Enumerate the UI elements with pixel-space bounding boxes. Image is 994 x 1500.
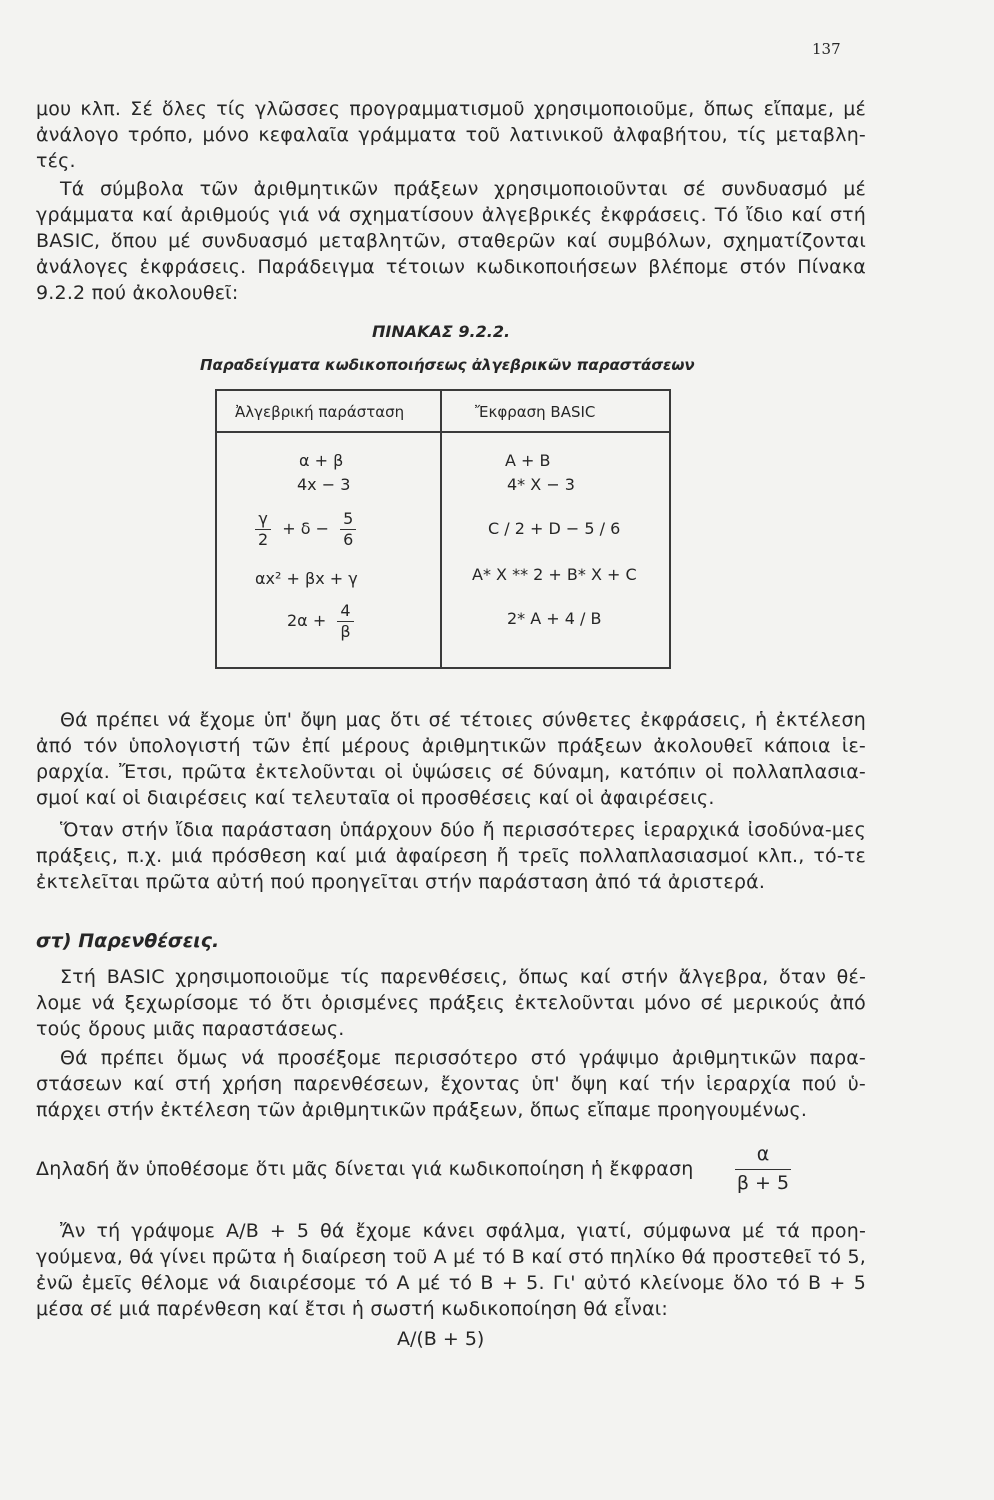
fraction-denominator: 6 <box>343 530 354 549</box>
section-heading: στ) Παρενθέσεις. <box>36 930 220 952</box>
expression-prefix: 2α + <box>287 611 327 630</box>
code-expression: A/(B + 5) <box>397 1328 485 1350</box>
page-number: 137 <box>812 40 841 58</box>
expression-operators: + δ − <box>282 519 330 538</box>
paragraph-7: Δηλαδή ἄν ὑποθέσομε ὅτι μᾶς δίνεται γιά κωδικοποίηση ἡ ἔκφραση <box>36 1158 694 1180</box>
fraction-denominator: 2 <box>258 530 269 549</box>
cell-algebra-4: αx² + βx + γ <box>255 569 358 588</box>
cell-basic-5: 2* A + 4 / B <box>507 609 602 628</box>
paragraph-6: Θά πρέπει ὅμως νά προσέξομε περισσότερο στό γράψιμο ἀριθμητικῶν παρα-στάσεων καί στή χρήση παρενθέσεων, ἔχοντας ὑπ' ὄψη καί τήν ἱεραρχία πού ὑ-πάρχει στήν ἐκτέλεση τῶν ἀριθμητικῶν πράξεων, ὅπως εἴπαμε προηγουμένως. <box>36 1047 866 1121</box>
display-fraction <box>735 1141 791 1196</box>
fraction-denominator: β + 5 <box>736 1172 790 1194</box>
table-header-algebra: Ἀλγεβρική παράσταση <box>235 403 405 421</box>
fraction-numerator: α <box>756 1143 770 1165</box>
fraction-numerator: 4 <box>337 601 353 622</box>
fraction <box>255 509 271 550</box>
fraction-numerator: 5 <box>340 509 356 530</box>
table-header-divider <box>217 431 669 433</box>
cell-basic-1: A + B <box>505 451 551 470</box>
fraction <box>337 601 353 642</box>
cell-algebra-3 <box>255 509 356 550</box>
paragraph-1: μου κλπ. Σέ ὅλες τίς γλῶσσες προγραμματισμοῦ χρησιμοποιοῦμε, ὅπως εἴπαμε, μέ ἀνάλογο τρόπο, μόνο κεφαλαῖα γράμματα τοῦ λατινικοῦ ἀλφαβήτου, τίς μεταβλη-τές. <box>36 98 866 172</box>
cell-basic-4: A* X ** 2 + B* X + C <box>472 565 637 584</box>
cell-basic-2: 4* X − 3 <box>507 475 575 494</box>
paragraph-5: Στή BASIC χρησιμοποιοῦμε τίς παρενθέσεις, ὅπως καί στήν ἄλγεβρα, ὅταν θέ-λομε νά ξεχωρίσομε τό ὅτι ὁρισμένες πράξεις ἐκτελοῦνται μόνο σέ μερικούς ἀπό τούς ὅρους μιᾶς παραστάσεως. <box>36 966 866 1040</box>
fraction-denominator: β <box>340 622 351 641</box>
algebra-basic-table <box>215 389 671 669</box>
table-header-basic: Ἔκφραση BASIC <box>475 403 596 421</box>
paragraph-4: Ὅταν στήν ἴδια παράσταση ὑπάρχουν δύο ἤ περισσότερες ἱεραρχικά ἰσοδύνα-μες πράξεις, π.χ. μιά πρόσθεση καί μιά ἀφαίρεση ἤ τρεῖς πολλαπλασιασμοί κλπ., τό-τε ἐκτελεῖται πρῶτα αὐτή πού προηγεῖται στήν παράσταση ἀπό τά ἀριστερά. <box>36 819 866 893</box>
table-number: ΠΙΝΑΚΑΣ 9.2.2. <box>372 322 511 341</box>
paragraph-3: Θά πρέπει νά ἔχομε ὑπ' ὄψη μας ὅτι σέ τέτοιες σύνθετες ἐκφράσεις, ἡ ἐκτέλεση ἀπό τόν ὑπολογιστή τῶν ἐπί μέρους ἀριθμητικῶν πράξεων ἀκολουθεῖ κάποια ἱε-ραρχία. Ἔτσι, πρῶτα ἐκτελοῦνται οἱ ὑψώσεις σέ δύναμη, κατόπιν οἱ πολλαπλασια-σμοί καί οἱ διαιρέσεις καί τελευταῖα οἱ προσθέσεις καί οἱ ἀφαιρέσεις. <box>36 709 866 809</box>
cell-algebra-5 <box>287 601 354 642</box>
fraction-numerator: γ <box>255 509 271 530</box>
paragraph-2: Τά σύμβολα τῶν ἀριθμητικῶν πράξεων χρησιμοποιοῦνται σέ συνδυασμό μέ γράμματα καί ἀριθμούς γιά νά σχηματίσουν ἀλγεβρικές ἐκφράσεις. Τό ἴδιο καί στή BASIC, ὅπου μέ συνδυασμό μεταβλητῶν, σταθερῶν καί συμβόλων, σχηματίζονται ἀνάλογες ἐκφράσεις. Παράδειγμα τέτοιων κωδικοποιήσεων βλέπομε στόν Πίνακα 9.2.2 πού ἀκολουθεῖ: <box>36 178 866 304</box>
table-caption: Παραδείγματα κωδικοποιήσεως ἀλγεβρικῶν παραστάσεων <box>200 356 695 374</box>
cell-basic-3: C / 2 + D − 5 / 6 <box>488 519 621 538</box>
fraction <box>340 509 356 550</box>
cell-algebra-2: 4x − 3 <box>297 475 351 494</box>
paragraph-8: Ἄν τή γράψομε A/B + 5 θά ἔχομε κάνει σφάλμα, γιατί, σύμφωνα μέ τά προη-γούμενα, θά γίνει πρῶτα ἡ διαίρεση τοῦ A μέ τό B καί στό πηλίκο θά προστεθεῖ τό 5, ἐνῶ ἐμεῖς θέλομε νά διαιρέσομε τό A μέ τό B + 5. Γι' αὐτό κλείνομε ὅλο τό B + 5 μέσα σέ μιά παρένθεση καί ἔτσι ἡ σωστή κωδικοποίηση θά εἶναι: <box>36 1220 866 1320</box>
cell-algebra-1: α + β <box>299 451 344 470</box>
